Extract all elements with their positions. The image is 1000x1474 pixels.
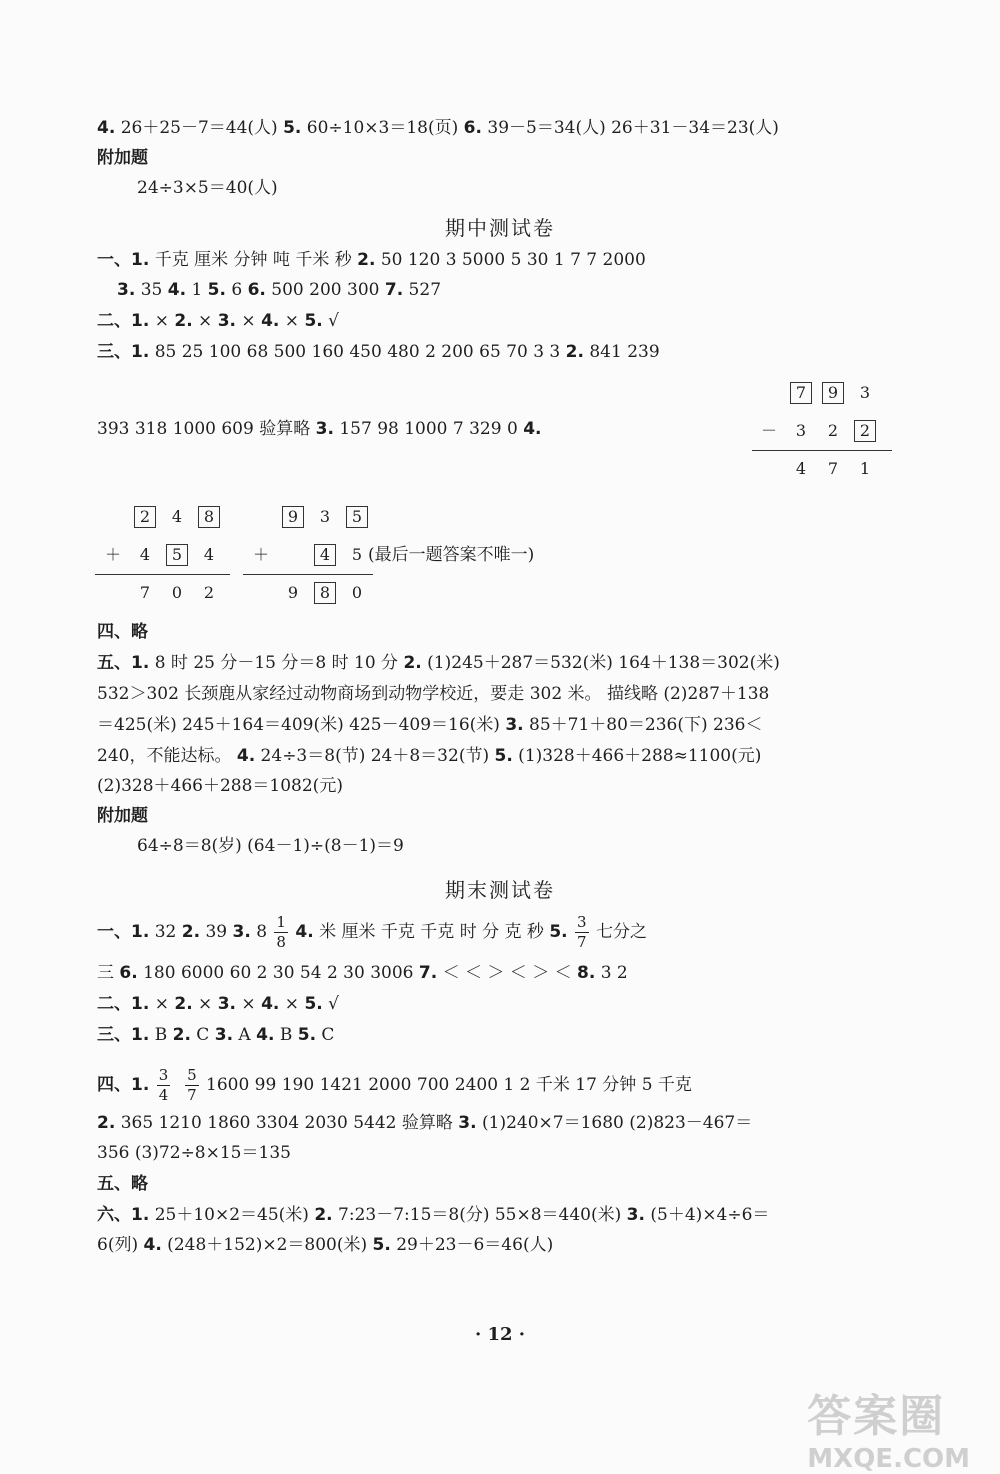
final-part2 xyxy=(97,996,339,1013)
answer-text: × xyxy=(236,994,262,1014)
item-number: 4. xyxy=(261,311,280,331)
answer-text: 365 1210 1860 3304 2030 5442 验算略 xyxy=(115,1113,459,1133)
digit: 2 xyxy=(827,421,839,440)
mid-part3-line2 xyxy=(97,421,541,438)
answer-text: (1)245＋287＝532(米) 164＋138＝302(米) xyxy=(421,653,780,673)
item-number: 二、1. xyxy=(97,994,150,1014)
answer-text: 7:23－7:15＝8(分) 55×8＝440(米) xyxy=(332,1205,627,1225)
item-number: 5. xyxy=(304,994,323,1014)
item-number: 2. xyxy=(174,311,193,331)
answer-text: 240，不能达标。 xyxy=(97,746,237,766)
digit: 4 xyxy=(139,545,151,564)
digit: 0 xyxy=(351,583,363,602)
mid-part5-line2: 532＞302 长颈鹿从家经过动物商场到动物学校近，要走 302 米。 描线略 (2)287＋138 xyxy=(97,684,770,704)
digit-box: 8 xyxy=(198,506,220,528)
answer-text: 6(列) xyxy=(97,1235,144,1255)
page-number: · 12 · xyxy=(474,1324,526,1345)
digit-box: 5 xyxy=(346,506,368,528)
item-number: 4. xyxy=(523,419,542,439)
digit-box: 9 xyxy=(822,382,844,404)
mid-part3-line1 xyxy=(97,344,660,361)
numerator: 5 xyxy=(187,1066,197,1084)
item-number: 3. xyxy=(117,280,136,300)
extra-question-label: 附加题 xyxy=(97,806,148,826)
answer-text: × xyxy=(192,311,218,331)
item-number: 5. xyxy=(297,1025,317,1045)
item-number: 6. xyxy=(463,118,482,138)
digit: 5 xyxy=(351,545,363,564)
answer-text: 157 98 1000 7 329 0 xyxy=(333,419,524,439)
item-number: 5. xyxy=(494,746,513,766)
digit: 9 xyxy=(287,583,299,602)
answer-text: 32 xyxy=(149,922,182,942)
mid-part5-line5: (2)328＋466＋288＝1082(元) xyxy=(97,776,343,796)
answer-text: 24÷3＝8(节) 24＋8＝32(节) xyxy=(255,746,495,766)
item-number: 3. xyxy=(626,1205,645,1225)
answer-text: B xyxy=(274,1025,298,1045)
answer-text: 千克 厘米 分钟 吨 千米 秒 xyxy=(149,250,358,270)
digit: 4 xyxy=(171,507,183,526)
item-number: 5. xyxy=(549,922,568,942)
answer-text: × xyxy=(192,994,218,1014)
item-number: 3. xyxy=(214,1025,234,1045)
answer-text: 26＋25－7＝44(人) xyxy=(115,118,284,138)
answer-text: A xyxy=(233,1025,257,1045)
watermark xyxy=(807,1380,970,1474)
answer-text: (1)328＋466＋288≈1100(元) xyxy=(512,746,762,766)
answer-text: ＝425(米) 245＋164＝409(米) 425－409＝16(米) xyxy=(97,715,506,735)
item-number: 7. xyxy=(384,280,404,300)
answer-text: × xyxy=(149,994,175,1014)
digit-box: 2 xyxy=(134,506,156,528)
answer-text: 25＋10×2＝45(米) xyxy=(149,1205,315,1225)
extra-question-label: 附加题 xyxy=(97,148,148,168)
watermark-url: MXQE.COM xyxy=(807,1444,970,1474)
watermark-logo: 答案圈 xyxy=(807,1391,946,1442)
answer-text: 8 xyxy=(250,922,273,942)
numerator: 1 xyxy=(276,913,286,931)
answer-text: 米 厘米 千克 千克 时 分 克 秒 xyxy=(313,922,550,942)
item-number: 2. xyxy=(403,653,422,673)
answer-text: (248＋152)×2＝800(米) xyxy=(161,1235,373,1255)
item-number: 2. xyxy=(314,1205,333,1225)
item-number: 3. xyxy=(232,922,251,942)
answer-text: × xyxy=(236,311,262,331)
answer-text: 35 xyxy=(135,280,168,300)
answer-text: 3 2 xyxy=(595,963,628,983)
denominator: 7 xyxy=(187,1086,197,1104)
numerator: 3 xyxy=(577,913,587,931)
denominator: 8 xyxy=(276,933,286,951)
plus-sign: ＋ xyxy=(104,545,121,564)
answer-text: 50 120 3 5000 5 30 1 7 7 2000 xyxy=(375,250,646,270)
answer-text: 6 xyxy=(225,280,248,300)
answer-text: 60÷10×3＝18(页) xyxy=(301,118,464,138)
answer-text: ＜ ＜ ＞ ＜ ＞ ＜ xyxy=(437,963,578,983)
digit-box: 7 xyxy=(790,382,812,404)
answer-text: 500 200 300 xyxy=(265,280,385,300)
digit: 4 xyxy=(203,545,215,564)
mid-part1-line1 xyxy=(97,252,646,269)
mid-part5-line3 xyxy=(97,717,763,734)
item-number: 3. xyxy=(217,311,237,331)
numerator: 3 xyxy=(158,1066,169,1084)
item-number: 2. xyxy=(565,342,584,362)
answer-text: 29＋23－6＝46(人) xyxy=(390,1235,554,1255)
item-number: 8. xyxy=(577,963,596,983)
answer-text: × xyxy=(279,311,305,331)
final-part6-line2 xyxy=(97,1237,553,1254)
digit-box: 8 xyxy=(314,582,336,604)
item-number: 5. xyxy=(372,1235,391,1255)
digit: 7 xyxy=(827,459,839,478)
answer-text: 1600 99 190 1421 2000 700 2400 1 2 千米 17 分钟 5 千克 xyxy=(200,1075,692,1095)
section-title-midterm: 期中测试卷 xyxy=(445,216,555,240)
final-part5: 五、略 xyxy=(97,1174,148,1194)
answer-text: 527 xyxy=(403,280,442,300)
answer-text: 393 318 1000 609 验算略 xyxy=(97,419,316,439)
mid-part5-line4 xyxy=(97,748,761,765)
item-number: 三、1. xyxy=(97,342,150,362)
item-number: 4. xyxy=(256,1025,275,1045)
answer-text: C xyxy=(316,1025,335,1045)
mid-part2 xyxy=(97,313,339,330)
item-number: 三、1. xyxy=(97,1025,150,1045)
item-number: 六、1. xyxy=(97,1205,150,1225)
answer-line-top-1 xyxy=(97,120,779,137)
answer-text: × xyxy=(149,311,175,331)
answer-text: 85＋71＋80＝236(下) 236＜ xyxy=(523,715,763,735)
answer-text: 85 25 100 68 500 160 450 480 2 200 65 70 3 3 xyxy=(149,342,566,362)
item-number: 4. xyxy=(167,280,187,300)
fraction xyxy=(157,1068,171,1103)
item-number: 3. xyxy=(315,419,334,439)
mid-part4: 四、略 xyxy=(97,622,148,642)
digit-box: 4 xyxy=(314,544,336,566)
digit: 3 xyxy=(319,507,331,526)
item-number: 5. xyxy=(304,311,323,331)
answer-text: √ xyxy=(322,994,339,1014)
extra-question-answer: 24÷3×5＝40(人) xyxy=(137,178,278,198)
item-number: 4. xyxy=(295,922,314,942)
answer-text: (5＋4)×4÷6＝ xyxy=(644,1205,770,1225)
item-number: 4. xyxy=(261,994,280,1014)
sum-line xyxy=(752,450,892,451)
digit-box: 9 xyxy=(282,506,304,528)
item-number: 6. xyxy=(247,280,266,300)
item-number: 一、1. xyxy=(97,922,150,942)
answer-text: 三 xyxy=(97,963,120,983)
sum-line xyxy=(95,574,230,575)
extra-question-answer: 64÷8＝8(岁) (64－1)÷(8－1)＝9 xyxy=(137,836,404,856)
item-number: 五、1. xyxy=(97,653,150,673)
digit: 1 xyxy=(859,459,871,478)
final-part4-line3: 356 (3)72÷8×15＝135 xyxy=(97,1143,291,1163)
item-number: 2. xyxy=(181,922,201,942)
answer-note: (最后一题答案不唯一) xyxy=(368,545,535,565)
item-number: 2. xyxy=(174,994,193,1014)
item-number: 7. xyxy=(418,963,438,983)
item-number: 3. xyxy=(458,1113,477,1133)
item-number: 4. xyxy=(97,118,116,138)
fraction xyxy=(185,1068,199,1103)
answer-text: 39－5＝34(人) 26＋31－34＝23(人) xyxy=(481,118,779,138)
item-number: 2. xyxy=(97,1113,116,1133)
item-number: 3. xyxy=(217,994,237,1014)
digit-box: 5 xyxy=(166,544,188,566)
fraction xyxy=(274,915,288,950)
final-part3 xyxy=(97,1027,334,1044)
mid-part1-line2 xyxy=(117,282,441,299)
final-part4-line1 xyxy=(97,1068,692,1103)
item-number: 2. xyxy=(357,250,376,270)
item-number: 5. xyxy=(283,118,302,138)
answer-text: 180 6000 60 2 30 54 2 30 3006 xyxy=(137,963,419,983)
item-number: 6. xyxy=(119,963,138,983)
item-number: 四、1. xyxy=(97,1075,150,1095)
item-number: 二、1. xyxy=(97,311,150,331)
digit: 2 xyxy=(203,583,215,602)
item-number: 4. xyxy=(143,1235,162,1255)
answer-text: 七分之 xyxy=(590,922,647,942)
digit: 3 xyxy=(795,421,807,440)
answer-text: C xyxy=(190,1025,215,1045)
fraction xyxy=(575,915,589,950)
minus-sign: － xyxy=(760,421,777,440)
item-number: 5. xyxy=(207,280,226,300)
item-number: 4. xyxy=(236,746,256,766)
final-part6-line1 xyxy=(97,1207,769,1224)
answer-text: 1 xyxy=(186,280,208,300)
answer-text: 39 xyxy=(200,922,233,942)
digit: 0 xyxy=(171,583,183,602)
final-part1-line2 xyxy=(97,965,628,982)
item-number: 2. xyxy=(172,1025,191,1045)
plus-sign: ＋ xyxy=(252,545,269,564)
answer-text: B xyxy=(149,1025,173,1045)
answer-text: (1)240×7＝1680 (2)823－467＝ xyxy=(476,1113,753,1133)
final-part4-line2 xyxy=(97,1115,752,1132)
mid-part5-line1 xyxy=(97,655,780,672)
item-number: 3. xyxy=(505,715,524,735)
sum-line xyxy=(243,574,373,575)
item-number: 一、1. xyxy=(97,250,150,270)
digit-box: 2 xyxy=(854,420,876,442)
digit: 3 xyxy=(859,383,871,402)
digit: 7 xyxy=(139,583,151,602)
answer-text: 8 时 25 分－15 分＝8 时 10 分 xyxy=(149,653,404,673)
answer-text: × xyxy=(279,994,305,1014)
answer-text: 841 239 xyxy=(583,342,660,362)
final-part1-line1 xyxy=(97,915,647,950)
answer-text: √ xyxy=(322,311,339,331)
denominator: 7 xyxy=(577,933,587,951)
digit: 4 xyxy=(795,459,807,478)
denominator: 4 xyxy=(158,1086,169,1104)
section-title-final: 期末测试卷 xyxy=(445,878,555,902)
